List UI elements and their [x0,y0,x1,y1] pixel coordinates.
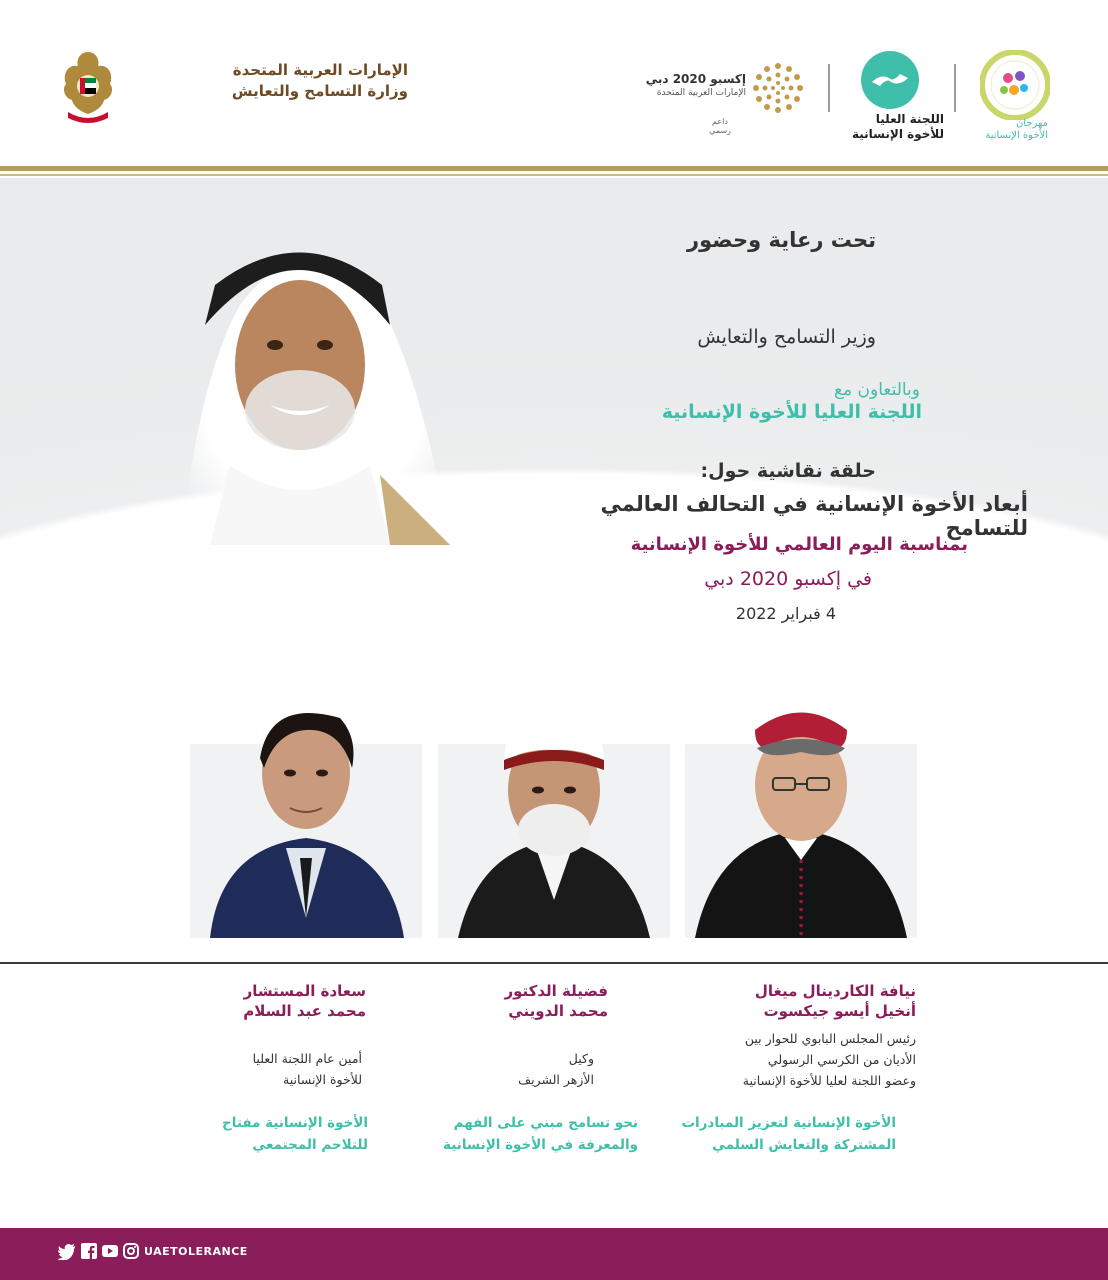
committee-line2: للأخوة الإنسانية [851,127,944,141]
speaker-1-name-line2: أنخيل أيسو جيكسوت [763,1002,916,1020]
speaker-1-topic-line: الأخوة الإنسانية لتعزيز المبادرات [681,1115,896,1131]
committee-line1: اللجنة العليا [875,112,944,126]
speaker-3-name-line1: سعادة المستشار [243,982,366,1000]
speaker-2-role-line: الأزهر الشريف [518,1072,594,1087]
speaker-3-topic-line: الأخوة الإنسانية مفتاح [222,1115,368,1131]
festival-logo-icon [980,50,1050,120]
minister-title: وزير التسامح والتعايش [697,326,876,348]
speaker-2-topic-line: نحو تسامح مبني على الفهم [453,1115,638,1131]
speaker-1-role-line: وعضو اللجنة لعليا للأخوة الإنسانية [742,1073,916,1088]
instagram-icon[interactable] [123,1243,139,1259]
speaker-3-role [200,1048,362,1090]
speaker-2-topic [440,1112,638,1156]
speaker-1-role-line: رئيس المجلس البابوي للحوار بين [744,1031,916,1046]
festival-line2: الأخوة الإنسانية [985,130,1048,141]
speaker-2-name-line1: فضيلة الدكتور [504,982,608,1000]
expo-logo-icon [750,60,806,116]
speaker-2-role-line: وكيل [568,1051,594,1066]
uae-emblem-icon [58,48,118,126]
speaker-3-role-line: أمين عام اللجنة العليا [252,1051,362,1066]
speaker-1-name-line1: نيافة الكاردينال ميغال [754,982,916,1000]
social-handle[interactable]: UAETOLERANCE [144,1245,248,1258]
minister-photo [120,225,480,545]
footer-bar [0,1228,1108,1280]
expo-sponsor: داعم رسمي [709,117,731,135]
speaker-3-role-line: للأخوة الإنسانية [283,1072,362,1087]
speaker-1-topic [660,1112,896,1156]
header-divider-gold [0,166,1108,171]
header-divider [954,64,956,112]
cooperation-label: وبالتعاون مع [833,380,920,400]
speaker-2-name-line2: محمد الدويني [508,1002,608,1020]
expo-line1: إكسبو 2020 دبي [645,72,746,86]
header [0,0,1108,166]
speaker-3-topic-line: للتلاحم المجتمعي [252,1137,368,1153]
panel-topic: أبعاد الأخوة الإنسانية في التحالف العالمي للتسامح [600,492,1028,540]
expo-line2: الإمارات العربية المتحدة [656,88,746,98]
occasion: بمناسبة اليوم العالمي للأخوة الإنسانية [630,534,968,555]
speaker-2-role [440,1048,594,1090]
panel-intro: حلقة نقاشية حول: [700,460,876,482]
ministry-line2: وزارة التسامح والتعايش [231,82,408,100]
youtube-icon[interactable] [102,1243,118,1259]
speaker-3-topic [200,1112,368,1156]
speaker-1-role [660,1028,916,1091]
speaker-3-name-line2: محمد عبد السلام [243,1002,366,1020]
event-date: 4 فبراير 2022 [735,604,836,623]
speaker-1-role-line: الأديان من الكرسي الرسولي [767,1052,916,1067]
speaker-2-photo [438,690,670,938]
committee-hands-icon [860,50,920,110]
speakers-divider [0,962,1108,964]
ministry-line1: الإمارات العربية المتحدة [232,61,408,79]
venue: في إكسبو 2020 دبي [704,568,872,590]
facebook-icon[interactable] [81,1243,97,1259]
festival-line1: مهرجان [1015,118,1048,129]
speaker-1-photo [685,690,917,938]
speaker-1-topic-line: المشتركة والتعايش السلمي [712,1137,896,1153]
speaker-2-topic-line: والمعرفة في الأخوة الإنسانية [443,1137,638,1153]
patronage-heading: تحت رعاية وحضور [687,228,876,252]
committee-name: اللجنة العليا للأخوة الإنسانية [661,401,922,423]
speaker-3-photo [190,698,422,938]
header-divider-gold-thin [0,174,1108,176]
twitter-icon[interactable] [58,1244,76,1260]
header-divider [828,64,830,112]
